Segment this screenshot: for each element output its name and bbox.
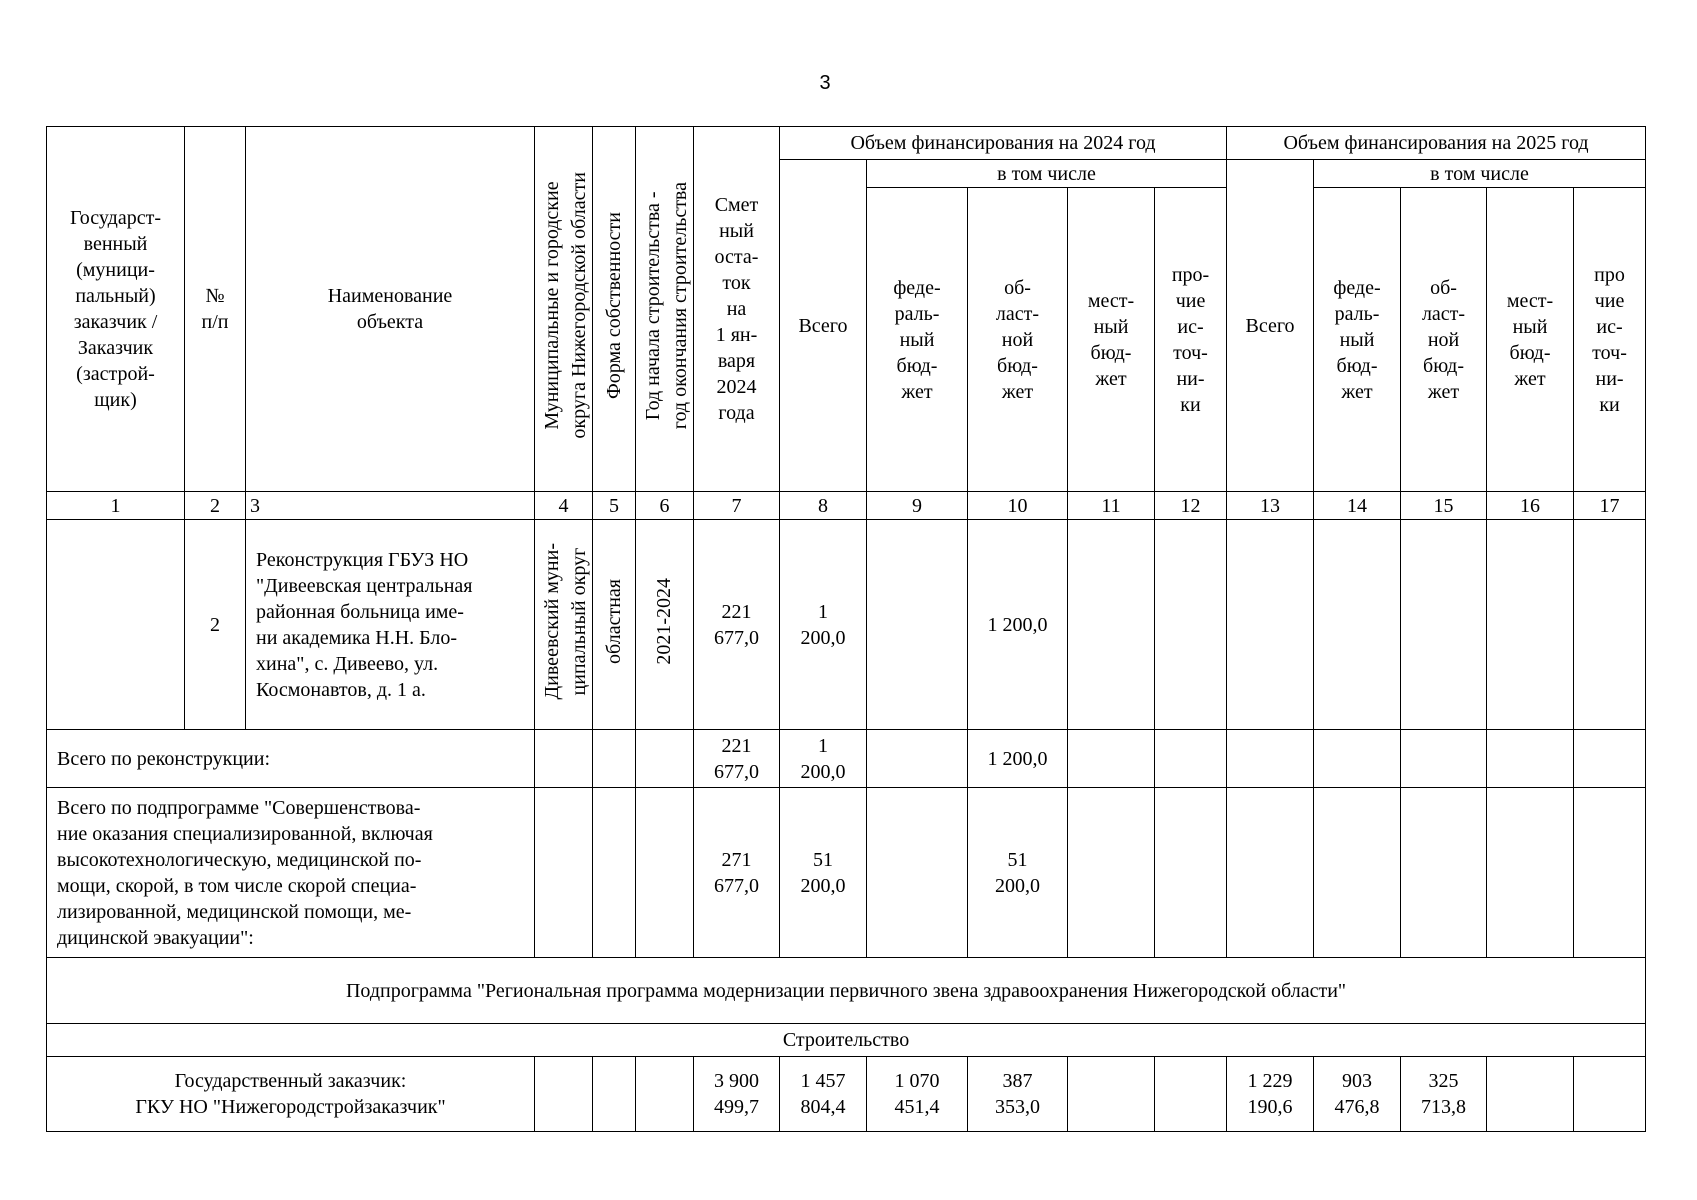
- empty-cell: [593, 730, 636, 788]
- customer-federal-2025: 903 476,8: [1314, 1057, 1401, 1132]
- header-row-1: [47, 127, 1646, 160]
- section-title: Строительство: [47, 1024, 1646, 1057]
- empty-cell: [1155, 1057, 1227, 1132]
- object-years: 2021-2024: [636, 520, 694, 730]
- object-other-2024: [1155, 520, 1227, 730]
- header-local-2024: мест- ный бюд- жет: [1068, 188, 1155, 492]
- object-local-2025: [1487, 520, 1574, 730]
- col-number: 6: [636, 492, 694, 520]
- object-name: Реконструкция ГБУЗ НО "Дивеевская центральная районная больница име- ни академика Н.Н. Бло- хина", с. Дивеево, ул. Космонавтов, д. 1 а.: [246, 520, 535, 730]
- empty-cell: [867, 788, 968, 958]
- object-num: 2: [185, 520, 246, 730]
- subprogram-total-label: Всего по подпрограмме "Совершенствова- ние оказания специализированной, включая высокотехнологическую, медицинской по- мощи, скорой, в том числе скорой специа- лизированной, медицинской помощи, ме- дицинской эвакуации":: [47, 788, 535, 958]
- empty-cell: [1068, 730, 1155, 788]
- col-number: 3: [246, 492, 535, 520]
- object-regional-2024: 1 200,0: [968, 520, 1068, 730]
- col-number: 4: [535, 492, 593, 520]
- empty-cell: [636, 1057, 694, 1132]
- empty-cell: [535, 788, 593, 958]
- object-regional-2025: [1401, 520, 1487, 730]
- subprogram-title-row: [47, 958, 1646, 1024]
- col-number: 8: [780, 492, 867, 520]
- reconstruction-total-balance: 221 677,0: [694, 730, 780, 788]
- reconstruction-total-row: [47, 730, 1646, 788]
- empty-cell: [636, 788, 694, 958]
- header-fin-2025: Объем финансирования на 2025 год: [1227, 127, 1646, 160]
- header-regional-2024: об- ласт- ной бюд- жет: [968, 188, 1068, 492]
- header-total-2025: Всего: [1227, 160, 1314, 492]
- col-number: 16: [1487, 492, 1574, 520]
- col-number: 12: [1155, 492, 1227, 520]
- page-number: 3: [819, 72, 831, 94]
- empty-cell: [1155, 788, 1227, 958]
- header-federal-2025: феде- раль- ный бюд- жет: [1314, 188, 1401, 492]
- subprogram-title: Подпрограмма "Региональная программа модернизации первичного звена здравоохранения Нижегородской области": [47, 958, 1646, 1024]
- reconstruction-total-label: Всего по реконструкции:: [47, 730, 535, 788]
- header-including-2025: в том числе: [1314, 160, 1646, 188]
- col-number: 1: [47, 492, 185, 520]
- empty-cell: [1574, 730, 1646, 788]
- col-number: 14: [1314, 492, 1401, 520]
- header-total-2024: Всего: [780, 160, 867, 492]
- header-federal-2024: феде- раль- ный бюд- жет: [867, 188, 968, 492]
- object-balance: 221 677,0: [694, 520, 780, 730]
- customer-label: Государственный заказчик: ГКУ НО "Нижегородстройзаказчик": [47, 1057, 535, 1132]
- customer-balance: 3 900 499,7: [694, 1057, 780, 1132]
- object-ownership: областная: [593, 520, 636, 730]
- header-balance: Смет ный оста- ток на 1 ян- варя 2024 года: [694, 127, 780, 492]
- object-municipal: Дивеевский муни- ципальный округ: [535, 520, 593, 730]
- col-number: 7: [694, 492, 780, 520]
- col-number: 11: [1068, 492, 1155, 520]
- header-other-2025: про чие ис- точ- ни- ки: [1574, 188, 1646, 492]
- empty-cell: [1487, 1057, 1574, 1132]
- object-other-2025: [1574, 520, 1646, 730]
- subprogram-regional-2024: 51 200,0: [968, 788, 1068, 958]
- col-number: 2: [185, 492, 246, 520]
- header-fin-2024: Объем финансирования на 2024 год: [780, 127, 1227, 160]
- customer-regional-2025: 325 713,8: [1401, 1057, 1487, 1132]
- header-regional-2025: об- ласт- ной бюд- жет: [1401, 188, 1487, 492]
- empty-cell: [1068, 1057, 1155, 1132]
- object-total-2025: [1227, 520, 1314, 730]
- object-customer: [47, 520, 185, 730]
- empty-cell: [1401, 788, 1487, 958]
- customer-row: [47, 1057, 1646, 1132]
- customer-regional-2024: 387 353,0: [968, 1057, 1068, 1132]
- header-years: Год начала строительства - год окончания строительства: [636, 127, 694, 492]
- subprogram-total-row: [47, 788, 1646, 958]
- object-federal-2024: [867, 520, 968, 730]
- empty-cell: [1314, 788, 1401, 958]
- header-ownership: Форма собственности: [593, 127, 636, 492]
- col-number: 15: [1401, 492, 1487, 520]
- col-number: 17: [1574, 492, 1646, 520]
- reconstruction-regional-2024: 1 200,0: [968, 730, 1068, 788]
- empty-cell: [1155, 730, 1227, 788]
- reconstruction-total-2024: 1 200,0: [780, 730, 867, 788]
- empty-cell: [1574, 1057, 1646, 1132]
- empty-cell: [1487, 788, 1574, 958]
- col-number: 13: [1227, 492, 1314, 520]
- financing-table: [46, 126, 1646, 1132]
- header-local-2025: мест- ный бюд- жет: [1487, 188, 1574, 492]
- col-number: 9: [867, 492, 968, 520]
- empty-cell: [1401, 730, 1487, 788]
- empty-cell: [593, 788, 636, 958]
- header-other-2024: про- чие ис- точ- ни- ки: [1155, 188, 1227, 492]
- empty-cell: [1314, 730, 1401, 788]
- object-federal-2025: [1314, 520, 1401, 730]
- customer-total-2024: 1 457 804,4: [780, 1057, 867, 1132]
- col-number: 5: [593, 492, 636, 520]
- object-local-2024: [1068, 520, 1155, 730]
- header-object-name: Наименование объекта: [246, 127, 535, 492]
- empty-cell: [636, 730, 694, 788]
- header-num: № п/п: [185, 127, 246, 492]
- object-row: [47, 520, 1646, 730]
- empty-cell: [1227, 730, 1314, 788]
- customer-federal-2024: 1 070 451,4: [867, 1057, 968, 1132]
- section-title-row: [47, 1024, 1646, 1057]
- empty-cell: [1068, 788, 1155, 958]
- subprogram-total-balance: 271 677,0: [694, 788, 780, 958]
- empty-cell: [1487, 730, 1574, 788]
- customer-total-2025: 1 229 190,6: [1227, 1057, 1314, 1132]
- empty-cell: [535, 1057, 593, 1132]
- empty-cell: [593, 1057, 636, 1132]
- col-number: 10: [968, 492, 1068, 520]
- empty-cell: [1574, 788, 1646, 958]
- header-municipal: Муниципальные и городские округа Нижегородской области: [535, 127, 593, 492]
- empty-cell: [535, 730, 593, 788]
- header-including-2024: в том числе: [867, 160, 1227, 188]
- header-customer: Государст- венный (муници- пальный) заказчик / Заказчик (застрой- щик): [47, 127, 185, 492]
- subprogram-total-2024: 51 200,0: [780, 788, 867, 958]
- column-numbers-row: [47, 492, 1646, 520]
- object-total-2024: 1 200,0: [780, 520, 867, 730]
- empty-cell: [867, 730, 968, 788]
- empty-cell: [1227, 788, 1314, 958]
